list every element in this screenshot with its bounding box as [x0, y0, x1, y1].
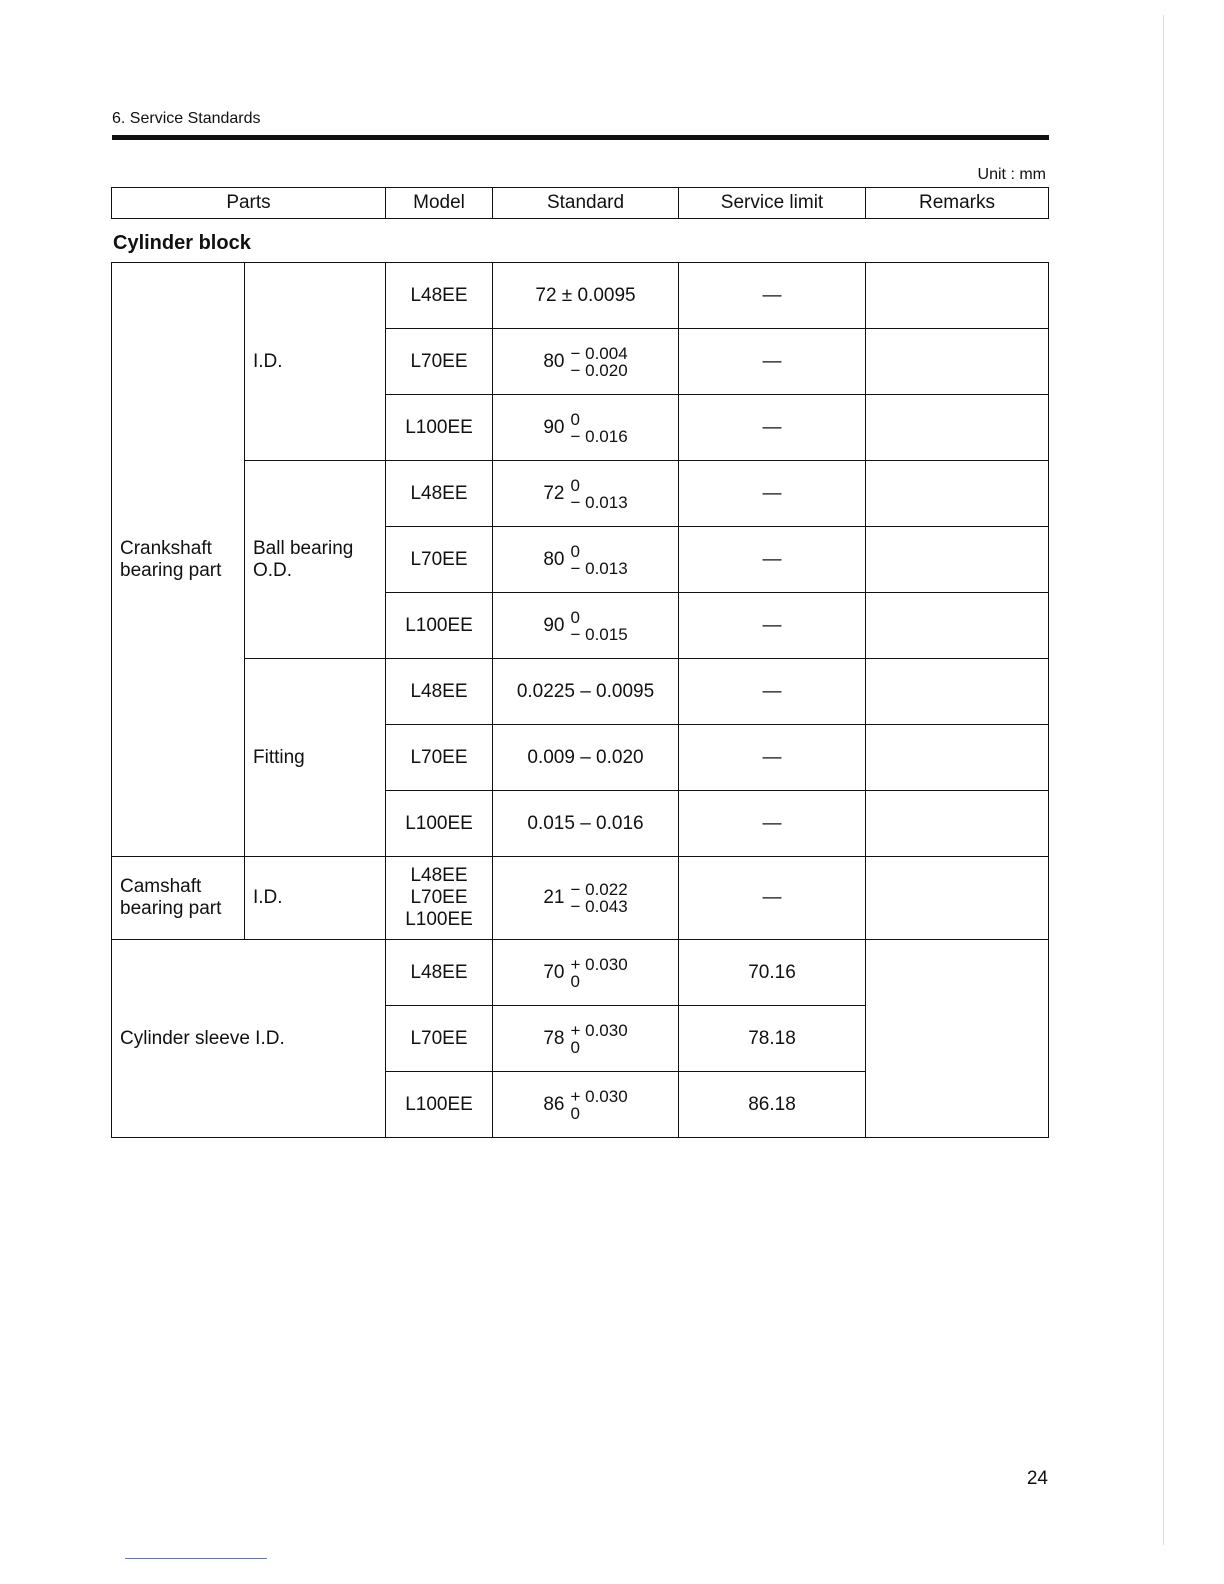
standard-cell [493, 461, 679, 527]
tolerance-lower: − 0.043 [570, 897, 628, 916]
remarks-cell [866, 527, 1049, 593]
model-cell: L70EE [386, 527, 493, 593]
header-rule [112, 135, 1049, 140]
remarks-cell [866, 725, 1049, 791]
service-limit-cell: — [679, 329, 866, 395]
model-cell: L70EE [386, 725, 493, 791]
tolerance-upper: 0 [570, 541, 580, 561]
tolerance-upper: 0 [570, 409, 580, 429]
scan-edge-line [1163, 15, 1164, 1545]
model-cell: L48EE [386, 940, 493, 1006]
subgroup-fitting: Fitting [245, 659, 386, 857]
standard-cell [493, 857, 679, 940]
standard-cell [493, 527, 679, 593]
tolerance-lower: 0 [570, 1103, 580, 1123]
standard-base: 90 [543, 416, 565, 438]
model-cell: L48EE [386, 659, 493, 725]
standard-cell [493, 395, 679, 461]
standard-cell [493, 1072, 679, 1138]
table-row [112, 659, 1049, 725]
unit-label: Unit : mm [977, 166, 1046, 183]
standard-base: 86 [543, 1093, 565, 1115]
tolerance-lower: − 0.013 [570, 492, 628, 512]
tolerance-lower: 0 [570, 971, 580, 991]
standard-cell: 0.0225 – 0.0095 [493, 659, 679, 725]
standard-base: 80 [543, 548, 565, 570]
page-number: 24 [1026, 1468, 1048, 1489]
remarks-cell [866, 395, 1049, 461]
standard-cell [493, 593, 679, 659]
header-remarks: Remarks [866, 188, 1049, 219]
remarks-cell [866, 263, 1049, 329]
table-row [112, 857, 1049, 940]
remarks-cell [866, 593, 1049, 659]
remarks-cell [866, 659, 1049, 725]
model-cell: L70EE [386, 329, 493, 395]
model-cell [386, 857, 493, 940]
bottom-rule [125, 1558, 267, 1559]
model-cell: L100EE [386, 791, 493, 857]
header-service-limit: Service limit [679, 188, 866, 219]
model-cell: L100EE [386, 1072, 493, 1138]
group-camshaft-bearing-part: Camshaft bearing part [112, 857, 245, 940]
standard-base: 78 [543, 1027, 565, 1049]
table-row [112, 461, 1049, 527]
tolerance-upper: − 0.004 [570, 343, 628, 363]
service-limit-cell: — [679, 857, 866, 940]
remarks-cell [866, 940, 1049, 1138]
standard-cell: 72 ± 0.0095 [493, 263, 679, 329]
service-limit-cell: — [679, 263, 866, 329]
model-name: L48EE [410, 865, 468, 886]
service-limit-cell: — [679, 593, 866, 659]
standard-cell: 0.015 – 0.016 [493, 791, 679, 857]
tolerance-lower: 0 [570, 1037, 580, 1057]
block-title: Cylinder block [113, 232, 251, 254]
group-cylinder-sleeve-id: Cylinder sleeve I.D. [112, 940, 386, 1138]
group-crankshaft-bearing-part: Crankshaft bearing part [112, 263, 245, 857]
tolerance-lower: − 0.016 [570, 426, 628, 446]
column-header-table [111, 187, 1049, 219]
subgroup-camshaft-id: I.D. [245, 857, 386, 940]
standard-cell [493, 940, 679, 1006]
service-limit-cell: 78.18 [679, 1006, 866, 1072]
tolerance-upper: + 0.030 [570, 1020, 628, 1040]
remarks-cell [866, 461, 1049, 527]
service-limit-cell: — [679, 461, 866, 527]
remarks-cell [866, 791, 1049, 857]
header-parts: Parts [112, 188, 386, 219]
service-limit-cell: 70.16 [679, 940, 866, 1006]
tolerance-upper: + 0.030 [570, 954, 628, 974]
service-limit-cell: 86.18 [679, 1072, 866, 1138]
section-header: 6. Service Standards [112, 110, 261, 127]
standard-cell: 0.009 – 0.020 [493, 725, 679, 791]
service-limit-cell: — [679, 527, 866, 593]
tolerance-upper: + 0.030 [570, 1086, 628, 1106]
column-header-row [112, 188, 1049, 219]
service-limit-cell: — [679, 725, 866, 791]
cylinder-block-table [111, 262, 1049, 1138]
tolerance-lower: − 0.020 [570, 360, 628, 380]
header-standard: Standard [493, 188, 679, 219]
remarks-cell [866, 329, 1049, 395]
standard-base: 21 [543, 887, 565, 908]
model-name: L100EE [405, 909, 473, 930]
subgroup-id: I.D. [245, 263, 386, 461]
model-cell: L100EE [386, 593, 493, 659]
tolerance-upper: − 0.022 [570, 880, 628, 899]
service-limit-cell: — [679, 659, 866, 725]
standard-base: 70 [543, 961, 565, 983]
service-limit-cell: — [679, 791, 866, 857]
model-name: L70EE [410, 887, 468, 908]
tolerance-lower: − 0.015 [570, 624, 628, 644]
tolerance-upper: 0 [570, 607, 580, 627]
table-row [112, 940, 1049, 1006]
header-model: Model [386, 188, 493, 219]
tolerance-lower: − 0.013 [570, 558, 628, 578]
standard-cell [493, 1006, 679, 1072]
table-row [112, 263, 1049, 329]
standard-cell [493, 329, 679, 395]
standard-base: 90 [543, 614, 565, 636]
tolerance-upper: 0 [570, 475, 580, 495]
subgroup-ball-bearing-od: Ball bearing O.D. [245, 461, 386, 659]
standard-base: 80 [543, 350, 565, 372]
model-cell: L100EE [386, 395, 493, 461]
model-cell: L48EE [386, 461, 493, 527]
service-limit-cell: — [679, 395, 866, 461]
standard-base: 72 [543, 482, 565, 504]
remarks-cell [866, 857, 1049, 940]
model-cell: L48EE [386, 263, 493, 329]
model-cell: L70EE [386, 1006, 493, 1072]
